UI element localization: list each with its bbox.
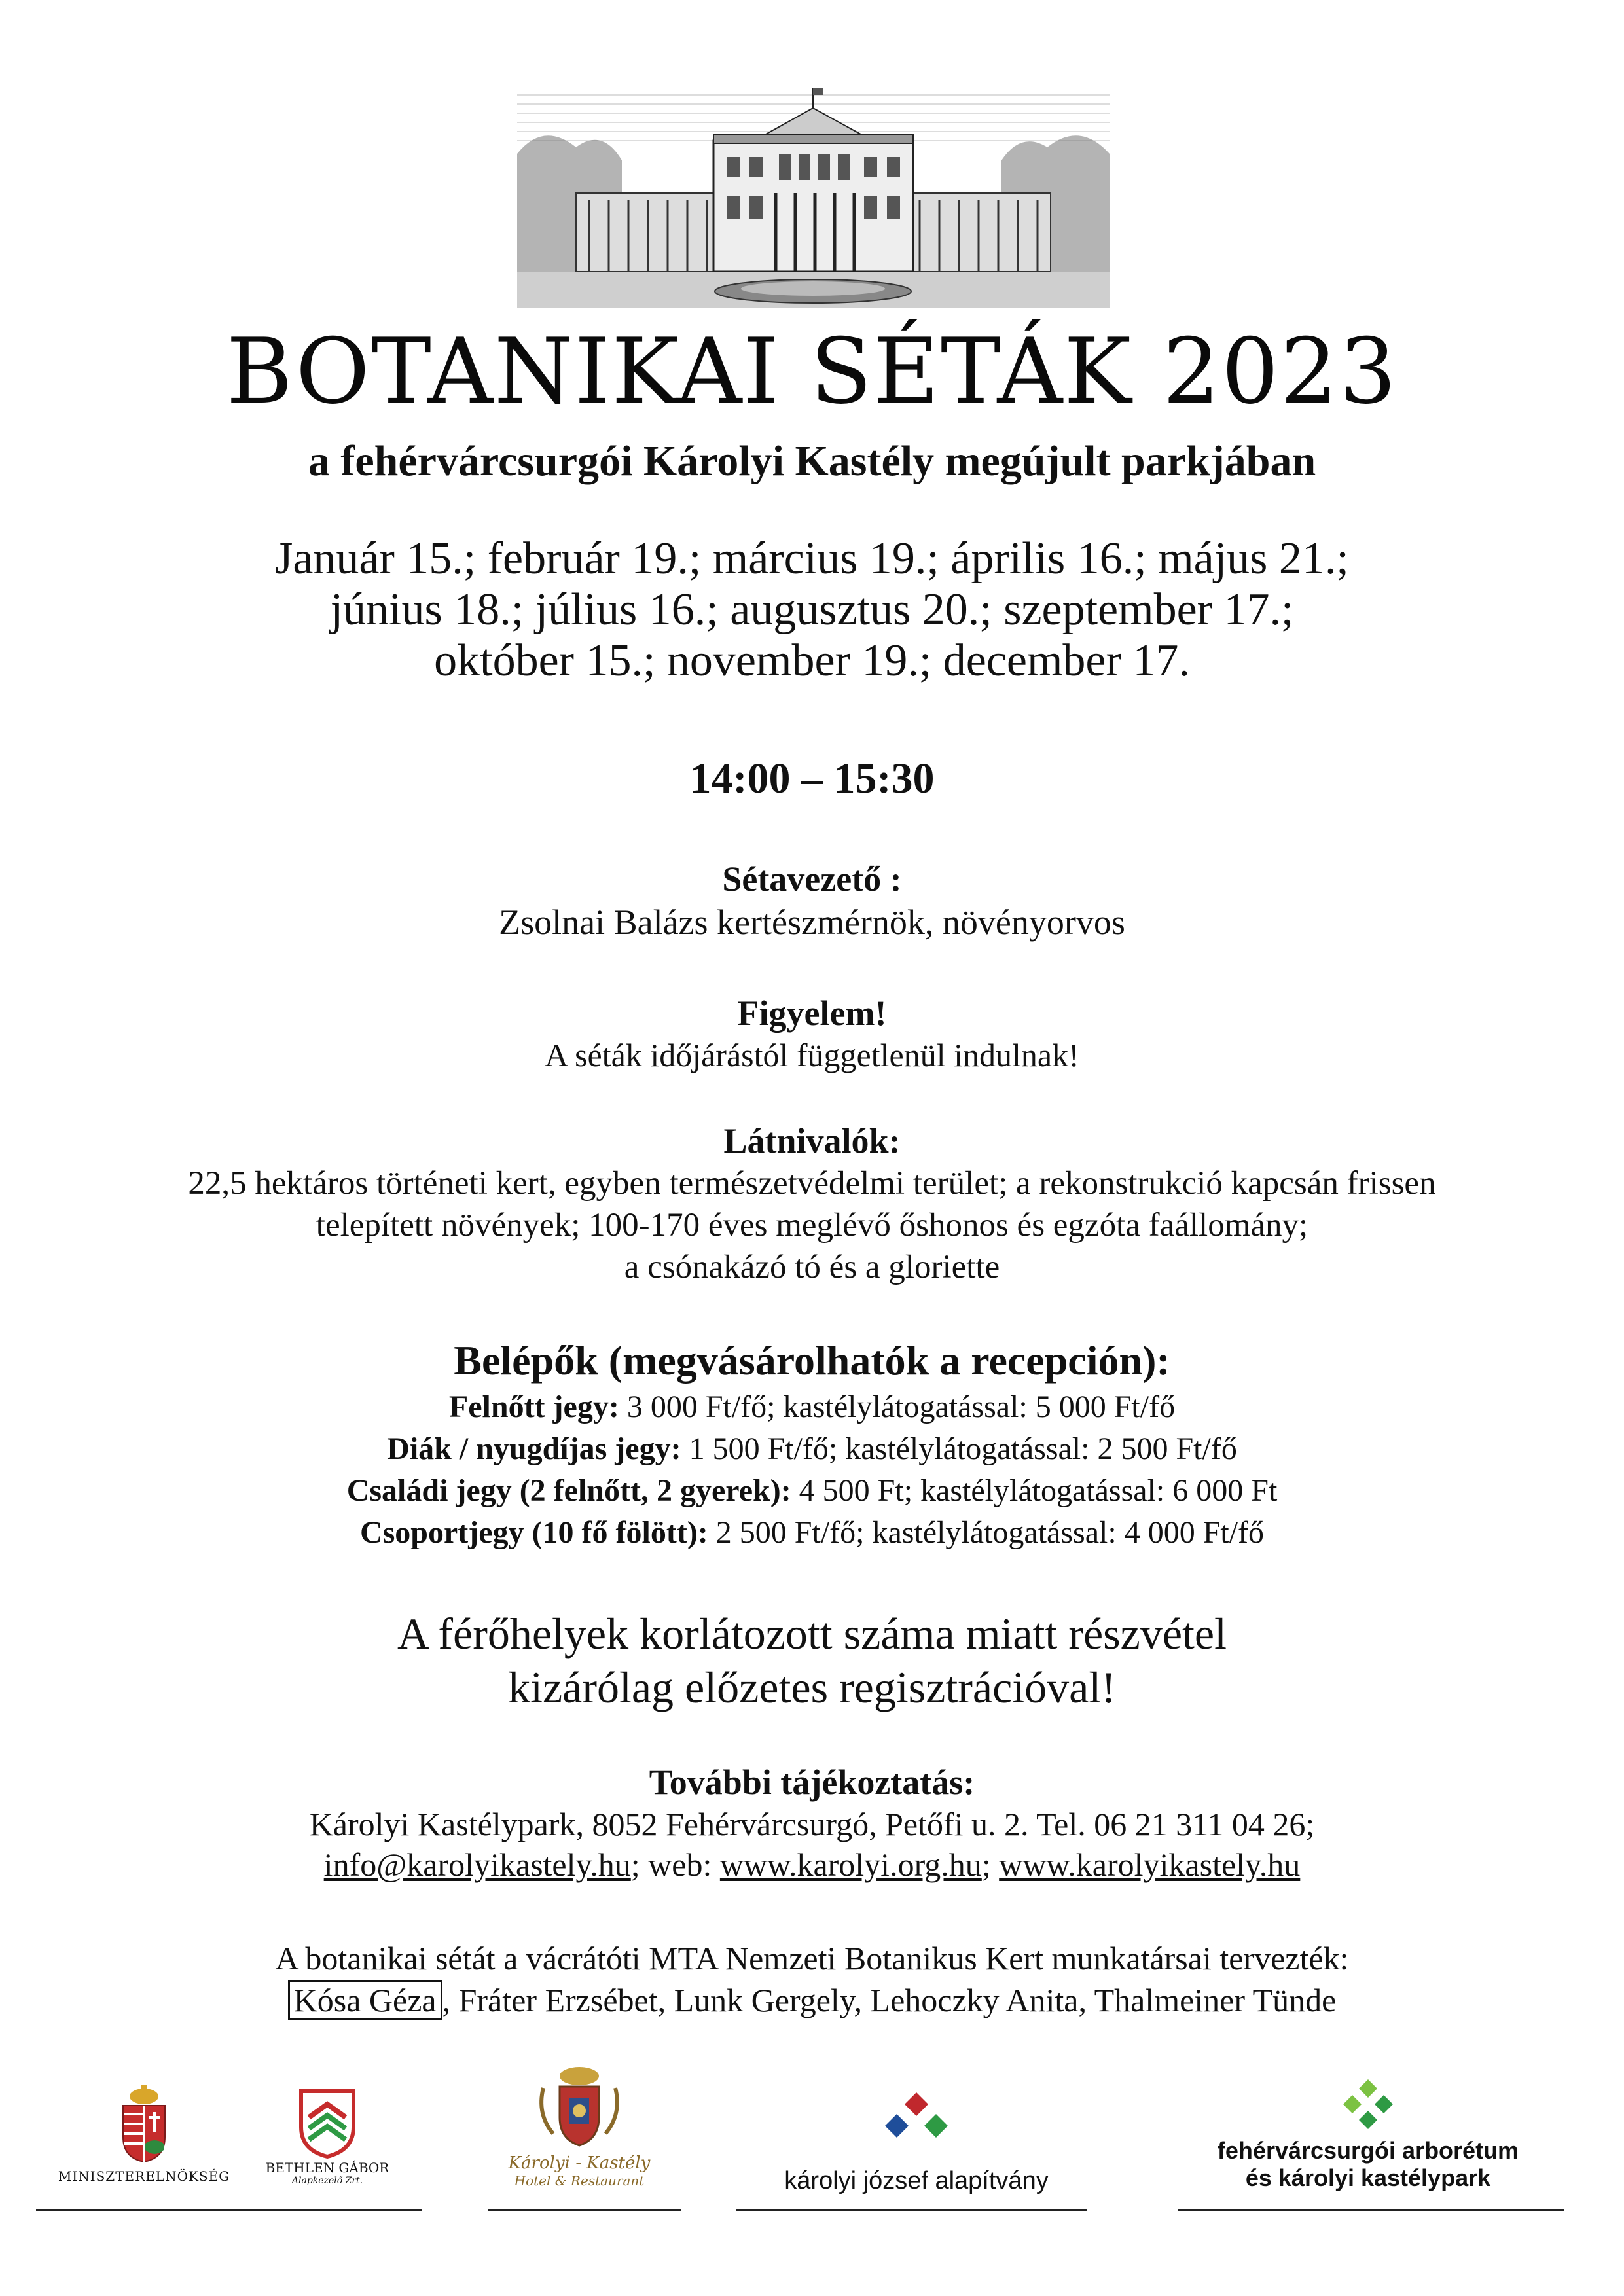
- arboretum-logo: [1178, 2078, 1558, 2192]
- sights-heading: Látnivalók:: [723, 1121, 901, 1160]
- event-dates: [0, 533, 1624, 687]
- website-link-2[interactable]: www.karolyikastely.hu: [999, 1846, 1301, 1883]
- arboretum-sub: és károlyi kastélypark: [1245, 2164, 1491, 2191]
- ticket-price: 4 500 Ft; kastélylátogatással: 6 000 Ft: [791, 1473, 1278, 1508]
- notice-heading: Figyelem!: [737, 994, 887, 1033]
- green-diamonds-icon: [1322, 2078, 1414, 2137]
- ticket-label: Csoportjegy (10 fő fölött):: [359, 1515, 708, 1550]
- dates-line: Január 15.; február 19.; március 19.; április 16.; május 21.;: [275, 533, 1349, 584]
- karolyi-hotel-logo: [481, 2062, 677, 2189]
- sights-section: [0, 1119, 1624, 1288]
- castle-illustration: [517, 82, 1110, 308]
- ticket-label: Felnőtt jegy:: [448, 1390, 619, 1424]
- guide-section: [0, 857, 1624, 944]
- bethlen-gabor-logo: [262, 2088, 393, 2186]
- event-time: 14:00 – 15:30: [689, 755, 935, 802]
- ticket-label: Diák / nyugdíjas jegy:: [387, 1431, 681, 1466]
- page-subtitle: a fehérvárcsurgói Károlyi Kastély megújult parkjában: [308, 437, 1316, 485]
- ticket-price: 2 500 Ft/fő; kastélylátogatással: 4 000 Ft/fő: [708, 1515, 1265, 1550]
- info-section: [0, 1761, 1624, 1885]
- info-heading: További tájékoztatás:: [649, 1763, 975, 1802]
- bethlen-shield-icon: [295, 2088, 360, 2160]
- miniszterelnokseg-text: MINISZTERELNÖKSÉG: [58, 2168, 230, 2184]
- ticket-row: [0, 1386, 1624, 1428]
- dates-line: június 18.; július 16.; augusztus 20.; szeptember 17.;: [330, 584, 1294, 635]
- credits-line: A botanikai sétát a vácrátóti MTA Nemzeti Botanikus Kert munkatársai tervezték:: [275, 1940, 1349, 1977]
- arboretum-name: fehérvárcsurgói arborétum: [1217, 2137, 1519, 2164]
- dates-line: október 15.; november 19.; december 17.: [434, 636, 1190, 686]
- footer-divider: [488, 2209, 681, 2211]
- coat-of-arms-icon: [118, 2085, 170, 2163]
- bethlen-sub: Alapkezelő Zrt.: [291, 2176, 363, 2186]
- guide-text: Zsolnai Balázs kertészmérnök, növényorvos: [499, 903, 1125, 942]
- page-title: BOTANIKAI SÉTÁK 2023: [226, 319, 1398, 424]
- tickets-heading: Belépők (megvásárolhatók a recepción):: [454, 1337, 1170, 1384]
- sights-line: 22,5 hektáros történeti kert, egyben természetvédelmi terület; a rekonstrukció kapcsán frissen: [188, 1165, 1436, 1202]
- sights-line: telepített növények; 100-170 éves meglévő őshonos és egzóta faállomány;: [316, 1207, 1308, 1244]
- footer-divider: [1178, 2209, 1564, 2211]
- diamonds-icon: [871, 2091, 962, 2163]
- footer-divider: [36, 2209, 422, 2211]
- karolyi-hotel-name: Károlyi - Kastély: [508, 2153, 651, 2173]
- bethlen-name: BETHLEN GÁBOR: [265, 2160, 389, 2176]
- karolyi-hotel-sub: Hotel & Restaurant: [514, 2173, 645, 2189]
- karolyi-crest-icon: [530, 2062, 628, 2153]
- registration-notice: [0, 1607, 1624, 1714]
- sights-line: a csónakázó tó és a gloriette: [624, 1249, 1000, 1285]
- karolyi-jozsef-alapitvany-logo: [733, 2091, 1100, 2195]
- info-address: Károlyi Kastélypark, 8052 Fehérvárcsurgó, Petőfi u. 2. Tel. 06 21 311 04 26;: [309, 1806, 1315, 1842]
- guide-heading: Sétavezető :: [722, 859, 902, 899]
- ticket-price: 1 500 Ft/fő; kastélylátogatással: 2 500 Ft/fő: [681, 1431, 1237, 1466]
- boxed-name: Kósa Géza: [288, 1980, 442, 2020]
- email-link[interactable]: info@karolyikastely.hu: [323, 1846, 631, 1883]
- credits-section: [0, 1937, 1624, 2021]
- ticket-price: 3 000 Ft/fő; kastélylátogatással: 5 000 Ft/fő: [619, 1390, 1176, 1424]
- info-links: [0, 1844, 1624, 1885]
- web-label: ; web:: [630, 1846, 720, 1883]
- link-separator: ;: [981, 1846, 1000, 1883]
- website-link-1[interactable]: www.karolyi.org.hu: [719, 1846, 982, 1883]
- credits-rest: , Fráter Erzsébet, Lunk Gergely, Lehoczky Anita, Thalmeiner Tünde: [442, 1982, 1337, 2018]
- tickets-section: [0, 1335, 1624, 1554]
- notice-text: A séták időjárástól függetlenül indulnak!: [545, 1037, 1079, 1073]
- footer-divider: [736, 2209, 1087, 2211]
- miniszterelnokseg-logo: [36, 2085, 252, 2184]
- ticket-row: [0, 1428, 1624, 1470]
- registration-line: A férőhelyek korlátozott száma miatt részvétel: [397, 1609, 1227, 1659]
- credits-names: [0, 1979, 1624, 2021]
- ticket-row: [0, 1470, 1624, 1512]
- ticket-label: Családi jegy (2 felnőtt, 2 gyerek):: [346, 1473, 791, 1508]
- registration-line: kizárólag előzetes regisztrációval!: [508, 1662, 1116, 1712]
- ticket-row: [0, 1512, 1624, 1554]
- alapitvany-text: károlyi józsef alapítvány: [784, 2167, 1049, 2195]
- notice-section: [0, 992, 1624, 1075]
